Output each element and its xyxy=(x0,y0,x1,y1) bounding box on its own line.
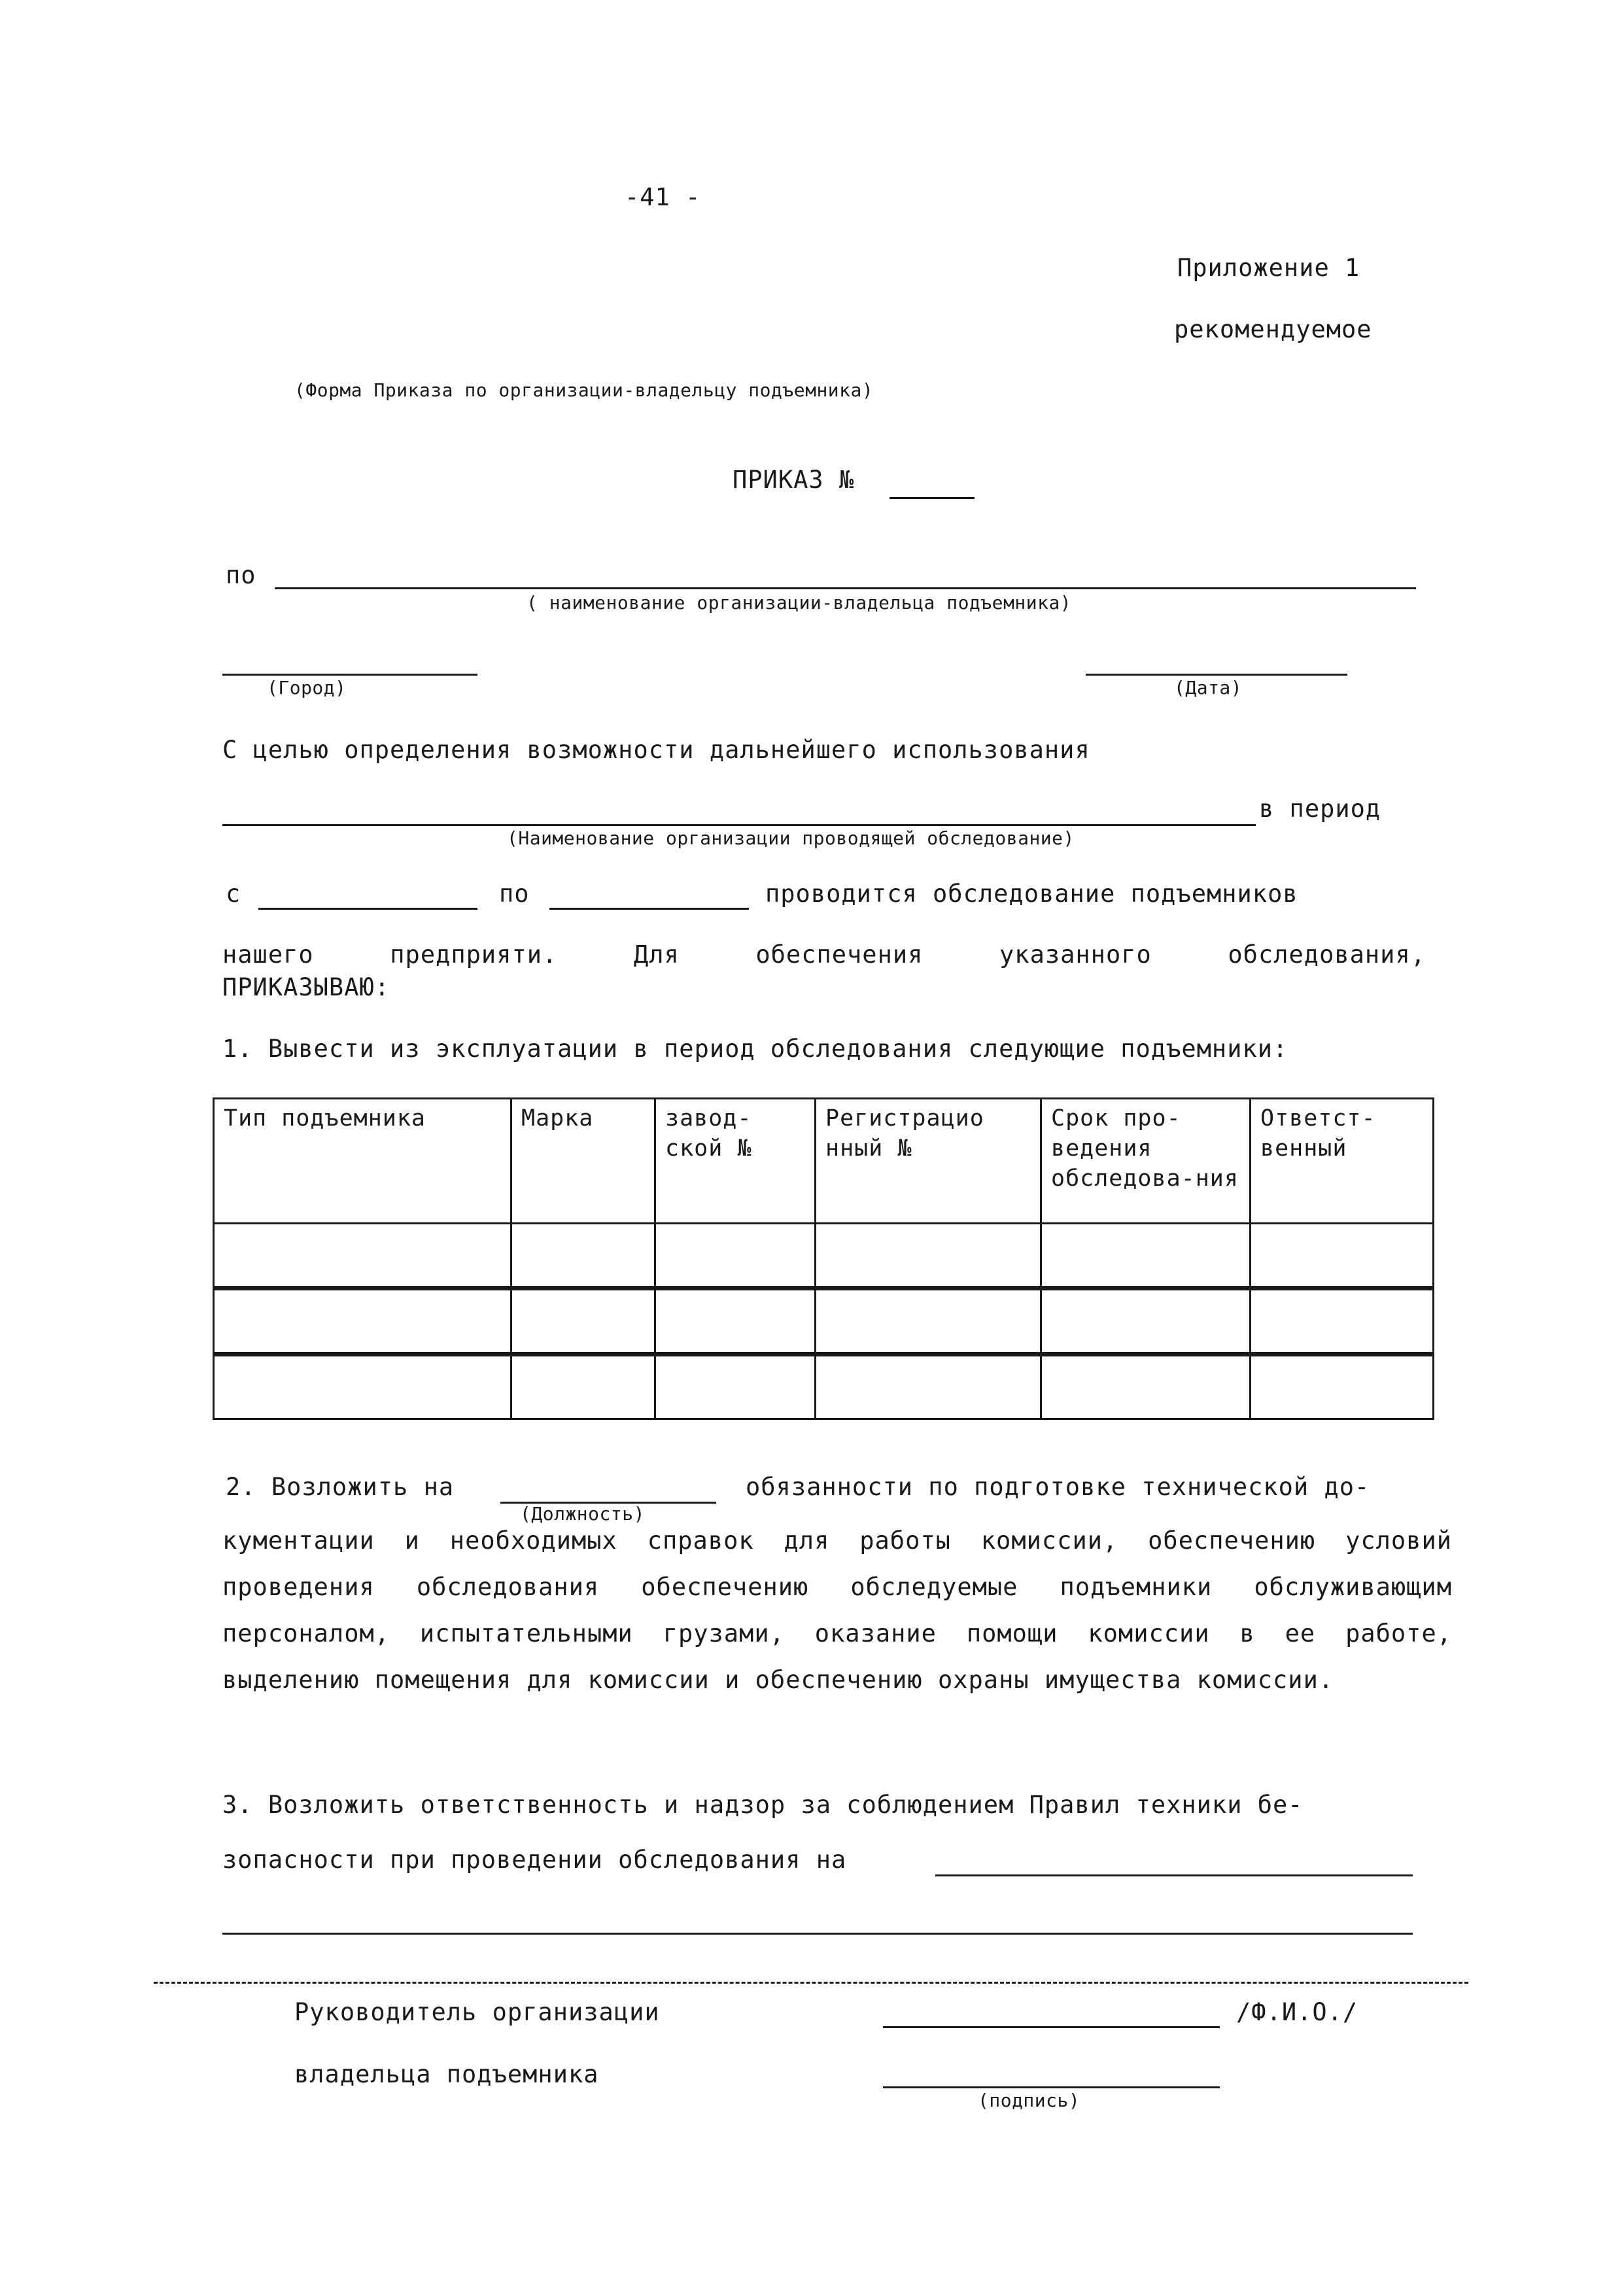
item2-body: кументации и необходимых справок для работы комиссии, обеспечению условий проведения обследования обеспечению обследуемые подъемники обслуживающим персоналом, испытательными грузами, оказание помощи комиссии в ее работе, выделению помещения для комиссии и обеспечению охраны имущества комиссии. xyxy=(222,1527,1452,1694)
table-cell[interactable] xyxy=(511,1224,655,1288)
item3-line1: 3. Возложить ответственность и надзор за соблюдением Правил техники бе- xyxy=(222,1791,1304,1819)
order-number-field[interactable] xyxy=(890,497,975,499)
table-cell[interactable] xyxy=(511,1355,655,1419)
head-title-line1: Руководитель организации xyxy=(294,1998,660,2026)
appendix-status: рекомендуемое xyxy=(1174,315,1372,343)
page-number: -41 - xyxy=(625,183,701,211)
table-cell[interactable] xyxy=(816,1224,1041,1288)
supervisor-field-continued[interactable] xyxy=(222,1933,1413,1935)
city-caption: (Город) xyxy=(267,677,347,699)
item3-line2: зопасности при проведении обследования на xyxy=(222,1846,847,1874)
signature-caption: (подпись) xyxy=(978,2090,1080,2111)
form-caption: (Форма Приказа по организации-владельцу подъемника) xyxy=(294,379,874,401)
surveyor-caption: (Наименование организации проводящей обследование) xyxy=(507,827,1075,849)
intro-line: С целью определения возможности дальнейшего использования xyxy=(222,736,1090,764)
table-cell[interactable] xyxy=(655,1288,816,1355)
head-title-line2: владельца подъемника xyxy=(294,2060,599,2088)
col-survey-date-header: Срок про-ведения обследова-ния xyxy=(1041,1099,1251,1224)
from-label: с xyxy=(226,880,241,908)
table-row xyxy=(214,1355,1434,1419)
lifts-table xyxy=(213,1097,1434,1420)
date-field[interactable] xyxy=(1086,674,1347,676)
supervisor-field[interactable] xyxy=(935,1874,1413,1876)
col-brand-header: Марка xyxy=(511,1099,655,1224)
date-to-field[interactable] xyxy=(549,908,749,910)
table-cell[interactable] xyxy=(214,1355,511,1419)
period-suffix: в период xyxy=(1259,795,1381,823)
order-title: ПРИКАЗ № xyxy=(733,466,855,494)
table-cell[interactable] xyxy=(1251,1224,1434,1288)
date-from-field[interactable] xyxy=(258,908,477,910)
table-cell[interactable] xyxy=(1041,1224,1251,1288)
org-caption: ( наименование организации-владельца подъемника) xyxy=(527,592,1072,613)
date-caption: (Дата) xyxy=(1174,677,1243,699)
survey-text: проводится обследование подъемников xyxy=(765,880,1298,908)
table-cell[interactable] xyxy=(1251,1288,1434,1355)
enterprise-line: нашего предприяти. Для обеспечения указанного обследования, xyxy=(222,940,1426,969)
head-signature-field[interactable] xyxy=(883,2026,1220,2028)
org-name-field[interactable] xyxy=(275,587,1416,589)
table-cell[interactable] xyxy=(511,1288,655,1355)
col-reg-number-header: Регистрацио нный № xyxy=(816,1099,1041,1224)
to-label: по xyxy=(499,880,530,908)
signature-field[interactable] xyxy=(883,2086,1220,2088)
table-cell[interactable] xyxy=(214,1224,511,1288)
table-row xyxy=(214,1288,1434,1355)
table-cell[interactable] xyxy=(655,1224,816,1288)
table-cell[interactable] xyxy=(816,1355,1041,1419)
table-cell[interactable] xyxy=(1251,1355,1434,1419)
order-word: ПРИКАЗЫВАЮ: xyxy=(222,973,390,1001)
appendix-title: Приложение 1 xyxy=(1177,254,1360,282)
col-responsible-header: Ответст-венный xyxy=(1251,1099,1434,1224)
table-cell[interactable] xyxy=(655,1355,816,1419)
table-row xyxy=(214,1224,1434,1288)
position-caption: (Должность) xyxy=(520,1503,645,1525)
item2-text-first: обязанности по подготовке технической до- xyxy=(746,1473,1370,1501)
col-type-header: Тип подъемника xyxy=(214,1099,511,1224)
table-cell[interactable] xyxy=(1041,1288,1251,1355)
city-field[interactable] xyxy=(222,674,477,676)
table-header-row xyxy=(214,1099,1434,1224)
table-cell[interactable] xyxy=(816,1288,1041,1355)
head-fio: /Ф.И.О./ xyxy=(1236,1998,1358,2026)
org-prefix: по xyxy=(226,561,256,589)
table-cell[interactable] xyxy=(1041,1355,1251,1419)
surveyor-field[interactable] xyxy=(222,824,1256,826)
item1-text: 1. Вывести из эксплуатации в период обследования следующие подъемники: xyxy=(222,1035,1288,1063)
item2-prefix: 2. Возложить на xyxy=(226,1473,455,1501)
col-factory-number-header: завод-ской № xyxy=(655,1099,816,1224)
table-cell[interactable] xyxy=(214,1288,511,1355)
page-divider xyxy=(154,1982,1468,1984)
